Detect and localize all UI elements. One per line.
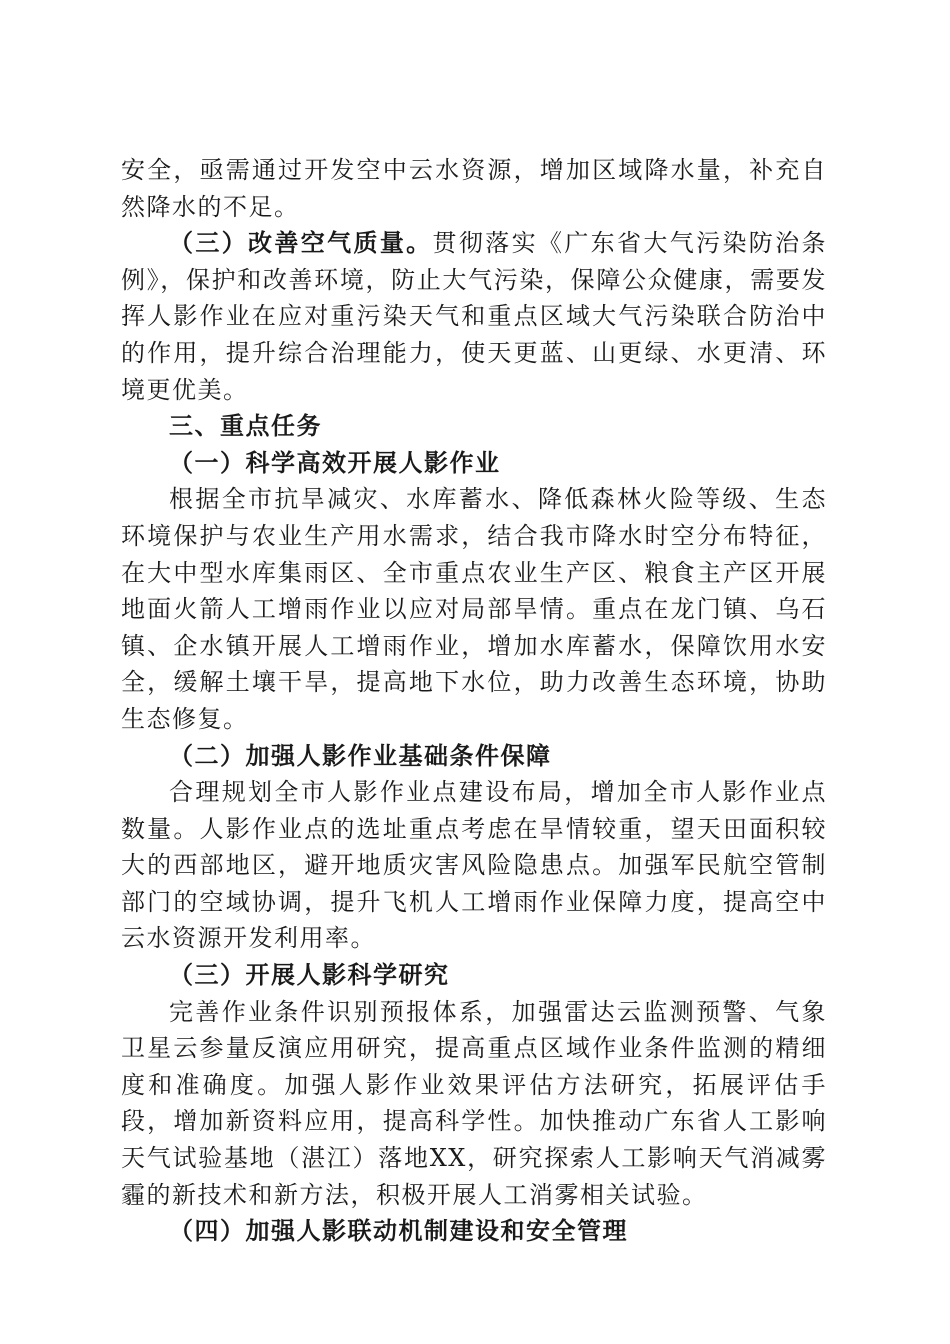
subheading-research: （三）开展人影科学研究 xyxy=(169,960,450,990)
paragraph-continuation: 安全，亟需通过开发空中云水资源，增加区域降水量，补充自然降水的不足。 xyxy=(121,156,827,221)
paragraph-research: 完善作业条件识别预报体系，加强雷达云监测预警、气象卫星云参量反演应用研究，提高重点区域作业条件监测的精细度和准确度。加强人影作业效果评估方法研究，拓展评估手段，增加新资料应用，提高科学性。加快推动广东省人工影响天气试验基地（湛江）落地XX，研究探索人工影响天气消减雾霾的新技术和新方法，积极开展人工消雾相关试验。 xyxy=(121,997,827,1209)
paragraph-air-quality-text: 贯彻落实《广东省大气污染防治条例》，保护和改善环境，防止大气污染，保障公众健康，需要发挥人影作业在应对重污染天气和重点区域大气污染联合防治中的作用，提升综合治理能力，使天更蓝、山更绿、水更清、环境更优美。 xyxy=(121,229,828,404)
subheading-infrastructure: （二）加强人影作业基础条件保障 xyxy=(169,740,552,770)
document-body xyxy=(121,152,827,1250)
subheading-coordination-safety: （四）加强人影联动机制建设和安全管理 xyxy=(169,1216,628,1246)
paragraph-infrastructure: 合理规划全市人影作业点建设布局，增加全市人影作业点数量。人影作业点的选址重点考虑在旱情较重，望天田面积较大的西部地区，避开地质灾害风险隐患点。加强军民航空管制部门的空域协调，提升飞机人工增雨作业保障力度，提高空中云水资源开发利用率。 xyxy=(121,778,827,953)
section-heading-key-tasks: 三、重点任务 xyxy=(169,412,322,441)
paragraph-air-quality xyxy=(121,225,827,408)
paragraph-lead-heading: （三）改善空气质量。 xyxy=(169,228,433,258)
subheading-operations: （一）科学高效开展人影作业 xyxy=(169,447,501,477)
paragraph-operations: 根据全市抗旱减灾、水库蓄水、降低森林火险等级、生态环境保护与农业生产用水需求，结合我市降水时空分布特征，在大中型水库集雨区、全市重点农业生产区、粮食主产区开展地面火箭人工增雨作业以应对局部旱情。重点在龙门镇、乌石镇、企水镇开展人工增雨作业，增加水库蓄水，保障饮用水安全，缓解土壤干旱，提高地下水位，助力改善生态环境，协助生态修复。 xyxy=(121,485,827,733)
